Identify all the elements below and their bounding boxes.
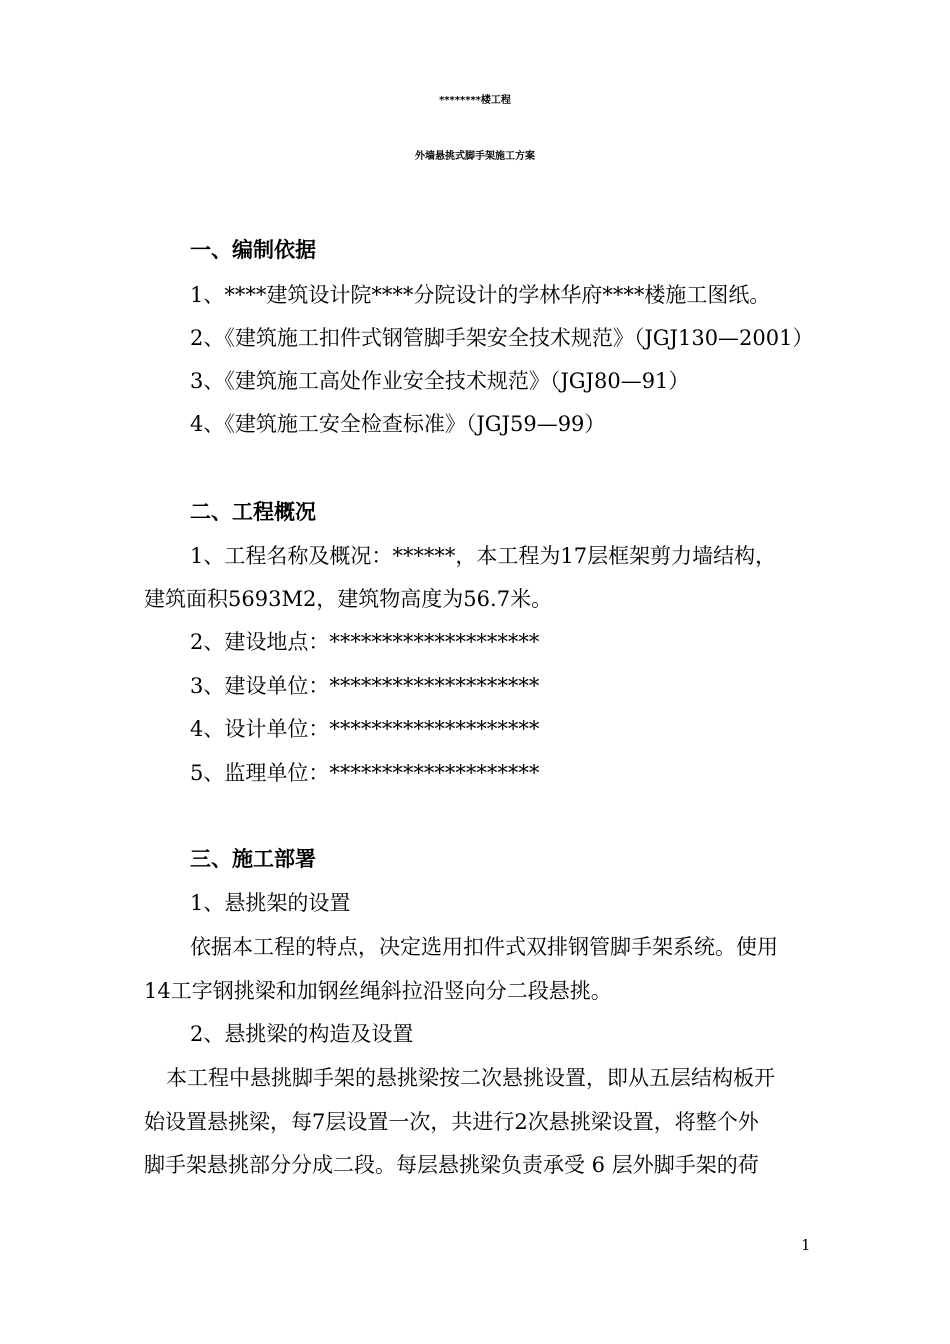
subheading: 2、悬挑梁的构造及设置 (190, 1022, 414, 1046)
section-heading-1: 一、编制依据 (190, 238, 316, 262)
section-heading-3: 三、施工部署 (190, 847, 316, 871)
paragraph-line: 脚手架悬挑部分分成二段。每层悬挑梁负责承受 6 层外脚手架的荷 (144, 1153, 759, 1177)
paragraph-line: 1、工程名称及概况：******，本工程为17层框架剪力墙结构， (190, 544, 777, 568)
list-item: 4、《建筑施工安全检查标准》（JGJ59—99） (190, 412, 606, 436)
list-item: 2、建设地点：******************** (190, 630, 540, 654)
paragraph-line: 依据本工程的特点，决定选用扣件式双排钢管脚手架系统。使用 (190, 935, 778, 959)
paragraph-line: 本工程中悬挑脚手架的悬挑梁按二次悬挑设置，即从五层结构板开 (166, 1066, 775, 1090)
paragraph-line: 始设置悬挑梁，每7层设置一次，共进行2次悬挑梁设置，将整个外 (144, 1110, 759, 1134)
paragraph-line: 14工字钢挑梁和加钢丝绳斜拉沿竖向分二段悬挑。 (144, 979, 612, 1003)
paragraph-line: 建筑面积5693M2，建筑物高度为56.7米。 (144, 587, 553, 611)
list-item: 3、《建筑施工高处作业安全技术规范》（JGJ80—91） (190, 369, 690, 393)
document-title: ********楼工程 (439, 95, 511, 106)
subheading: 1、悬挑架的设置 (190, 891, 351, 915)
list-item: 1、****建筑设计院****分院设计的学林华府****楼施工图纸。 (190, 283, 771, 307)
page-number: 1 (801, 1236, 811, 1254)
list-item: 5、监理单位：******************** (190, 761, 540, 785)
list-item: 4、设计单位：******************** (190, 717, 540, 741)
section-heading-2: 二、工程概况 (190, 500, 316, 524)
document-subtitle: 外墙悬挑式脚手架施工方案 (415, 151, 535, 162)
list-item: 3、建设单位：******************** (190, 674, 540, 698)
list-item: 2、《建筑施工扣件式钢管脚手架安全技术规范》（JGJ130—2001） (190, 326, 814, 350)
